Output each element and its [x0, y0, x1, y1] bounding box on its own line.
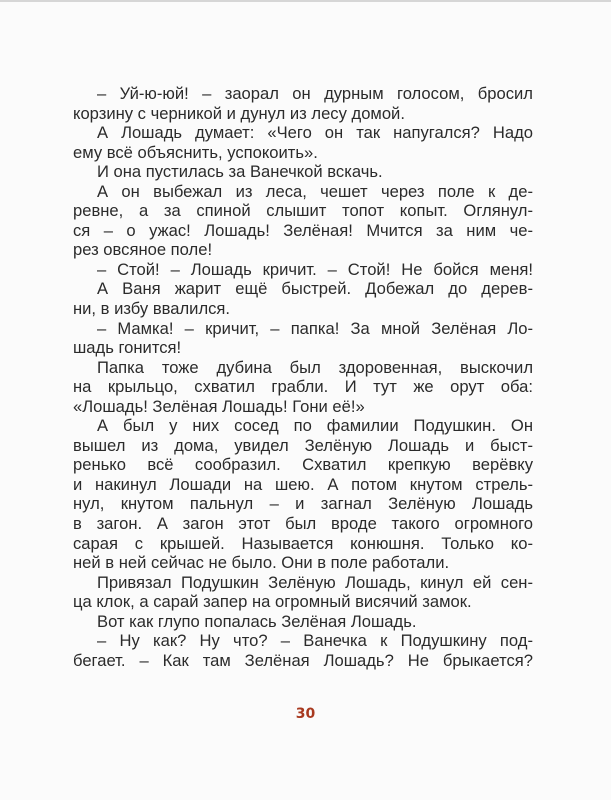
text-line: Вот как глупо попалась Зелёная Лошадь.	[97, 611, 417, 631]
text-line: А Лошадь думает: «Чего он так напугался? Надо	[97, 123, 533, 143]
text-line: ни, в избу ввалился.	[73, 299, 231, 319]
text-line: вышел из дома, увидел Зелёную Лошадь и быст-	[73, 435, 533, 455]
text-line: «Лошадь! Зелёная Лошадь! Гони её!»	[73, 396, 365, 416]
story-text-block	[73, 84, 533, 670]
text-line: – Стой! – Лошадь кричит. – Стой! Не бойся меня!	[97, 259, 533, 279]
text-line: И она пустилась за Ванечкой вскачь.	[97, 162, 383, 182]
text-line: Привязал Подушкин Зелёную Лошадь, кинул ей сен-	[97, 572, 533, 592]
text-line: нул, кнутом пальнул – и загнал Зелёную Лошадь	[73, 494, 533, 514]
text-line: сарая с крышей. Называется конюшня. Только ко-	[73, 533, 533, 553]
text-line: – Мамка! – кричит, – папка! За мной Зелёная Ло-	[97, 318, 533, 338]
text-line: ренько всё сообразил. Схватил крепкую верёвку	[73, 455, 533, 475]
text-line: А он выбежал из леса, чешет через поле к де-	[97, 181, 533, 201]
text-line: ней в ней сейчас не было. Они в поле работали.	[73, 553, 450, 573]
text-line: – Ну как? Ну что? – Ванечка к Подушкину под-	[97, 631, 533, 651]
text-line: корзину с черникой и дунул из лесу домой.	[73, 103, 405, 123]
text-line: ся – о ужас! Лошадь! Зелёная! Мчится за ним че-	[73, 220, 533, 240]
text-line: А Ваня жарит ещё быстрей. Добежал до дерев-	[97, 279, 533, 299]
text-line: ревне, а за спиной слышит топот копыт. Оглянул-	[73, 201, 533, 221]
page-number: 30	[295, 706, 316, 722]
text-line: в загон. А загон этот был вроде такого огромного	[73, 514, 533, 534]
text-line: на крыльцо, схватил грабли. И тут же орут оба:	[73, 377, 533, 397]
text-line: рез овсяное поле!	[73, 240, 213, 260]
text-line: бегает. – Как там Зелёная Лошадь? Не брыкается?	[73, 650, 533, 670]
text-line: ца клок, а сарай запер на огромный висячий замок.	[73, 592, 472, 612]
text-line: – Уй-ю-юй! – заорал он дурным голосом, бросил	[97, 84, 533, 103]
text-line: и накинул Лошади на шею. А потом кнутом стрель-	[73, 474, 533, 494]
text-line: А был у них сосед по фамилии Подушкин. Он	[97, 416, 533, 436]
text-line: ему всё объяснить, успокоить».	[73, 142, 318, 162]
text-line: шадь гонится!	[73, 338, 182, 358]
text-line: Папка тоже дубина был здоровенная, выскочил	[97, 357, 533, 377]
